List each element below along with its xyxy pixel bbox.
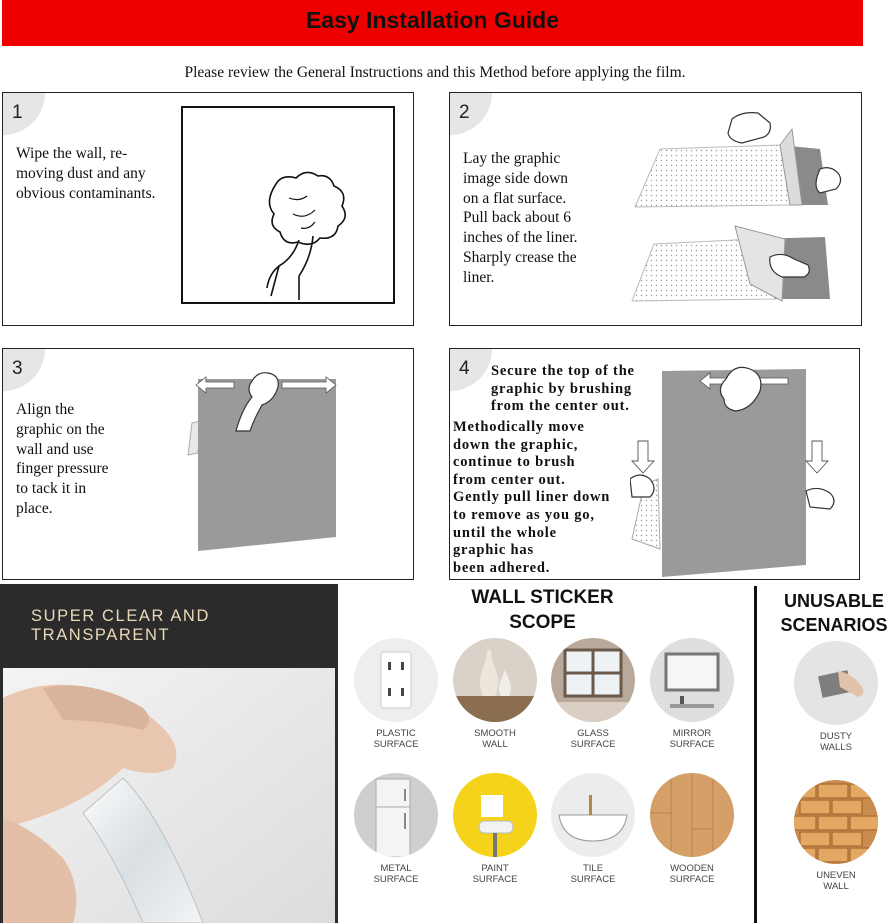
unusable-label: UNEVEN WALL [816,870,856,892]
brush-down-illustration [630,359,860,577]
surface-label: METAL SURFACE [373,863,419,885]
power-outlet-icon [354,638,438,722]
window-icon [551,638,635,722]
step-3-number: 3 [3,349,45,391]
surface-glass [543,638,643,750]
surface-wooden [642,773,742,885]
unusable-title: UNUSABLE SCENARIOS [780,591,888,635]
section-divider [754,586,757,923]
surface-smooth-wall [445,638,545,750]
vases-icon [453,638,537,722]
surface-tile [543,773,643,885]
title-banner [2,0,863,46]
surface-label: WOODEN SURFACE [669,863,715,885]
surface-paint [445,773,545,885]
step-2-number: 2 [450,93,492,135]
mirror-icon [650,638,734,722]
step-1-number: 1 [3,93,45,135]
align-graphic-illustration [186,363,346,559]
brick-wall-icon [794,780,878,864]
liner-peel-illustration [630,109,860,319]
surface-plastic [346,638,446,750]
intro-text: Please review the General Instructions and this Method before applying the film. [184,64,686,81]
step-4-text-bottom: Methodically move down the graphic, continue to brush from center out. Gently pull liner down to remove as you go, until the whole graphic has been adhered. [453,419,611,576]
page-title: Easy Installation Guide [305,7,560,33]
super-clear-title: SUPER CLEAR AND TRANSPARENT [31,607,210,644]
transparent-film-photo [3,668,335,923]
surface-label: PLASTIC SURFACE [373,728,419,750]
step-3-text: Align the graphic on the wall and use finger pressure to tack it in place. [16,401,109,517]
step-4-number: 4 [450,349,492,391]
super-clear-panel [0,584,338,923]
step-1-panel [2,92,414,326]
surface-mirror [642,638,742,750]
surface-label: TILE SURFACE [570,863,616,885]
surface-label: GLASS SURFACE [570,728,616,750]
step-4-panel [449,348,860,580]
surface-label: PAINT SURFACE [472,863,518,885]
step-2-text: Lay the graphic image side down on a flat surface. Pull back about 6 inches of the liner. Sharply crease the liner. [463,150,578,286]
unusable-label: DUSTY WALLS [819,731,853,753]
unusable-uneven-wall [786,780,886,892]
step-1-text: Wipe the wall, re- moving dust and any obvious contaminants. [16,145,156,202]
surface-label: SMOOTH WALL [474,728,516,750]
bathtub-icon [551,773,635,857]
wood-grain-icon [650,773,734,857]
refrigerator-icon [354,773,438,857]
dusty-wall-icon [794,641,878,725]
wiping-hand-illustration [181,106,397,306]
surface-label: MIRROR SURFACE [669,728,715,750]
step-2-panel [449,92,862,326]
surface-metal [346,773,446,885]
step-4-text-top: Secure the top of the graphic by brushing from the center out. [491,363,635,415]
unusable-dusty-walls [786,641,886,753]
paint-roller-icon [453,773,537,857]
step-3-panel [2,348,414,580]
scope-title: WALL STICKER SCOPE [471,587,614,633]
